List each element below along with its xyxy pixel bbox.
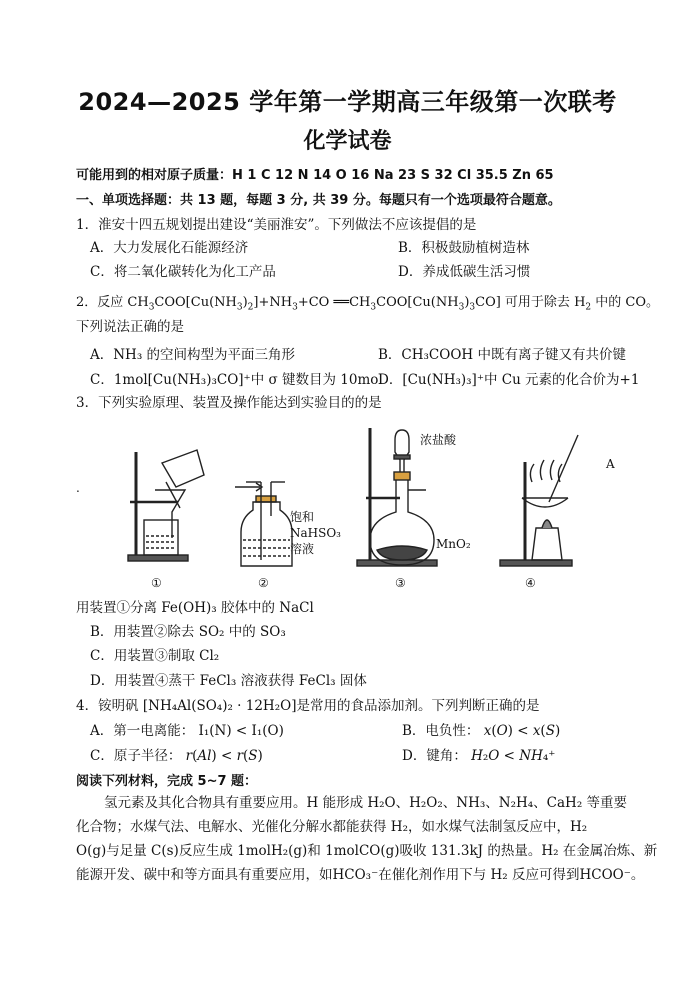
label-nahso3: NaHSO₃ [290, 526, 341, 540]
steam-icon [530, 464, 534, 482]
q1-option-b: B．积极鼓励植树造林 [398, 240, 530, 256]
label-conc-hcl: 浓盐酸 [420, 433, 457, 447]
pouring-beaker [162, 450, 204, 487]
q4-option-a: A．第一电离能： I₁(N) < I₁(O) [90, 723, 284, 739]
stray-dot: . [76, 481, 80, 495]
bottle-stopper [256, 496, 276, 502]
apparatus-figure [70, 420, 630, 595]
reading-line-4: 能源开发、碳中和等方面具有重要应用，如HCO₃⁻在催化剂作用下与 H₂ 反应可得到HCOO⁻。 [76, 867, 645, 883]
reading-line-3: O(g)与足量 C(s)反应生成 1molH₂(g)和 1molCO(g)吸收 131.3kJ 的热量。H₂ 在金属冶炼、新 [76, 843, 658, 859]
reading-heading: 阅读下列材料，完成 5~7 题： [76, 774, 258, 789]
q2-stem-2: 下列说法正确的是 [76, 319, 184, 335]
alcohol-lamp [532, 528, 562, 560]
q3-option-b: B．用装置②除去 SO₂ 中的 SO₃ [90, 624, 286, 640]
section-heading: 一、单项选择题：共 13 题，每题 3 分, 共 39 分。每题只有一个选项最符合题意。 [76, 193, 561, 208]
apparatus-label-4: ④ [525, 576, 536, 590]
q2-stem: 2．反应 $CH_3COO[Cu(NH_3)_2]+NH_3+CO$ $══CH_3COO[Cu(NH_3)_3CO]$ 可用于除去 $H_2$ 中的 CO。 [76, 295, 660, 313]
reading-line-1: 氢元素及其化合物具有重要应用。H 能形成 H₂O、H₂O₂、NH₃、N₂H₄、CaH₂ 等重要 [104, 795, 628, 811]
q4-stem: 4．铵明矾 [NH₄Al(SO₄)₂ · 12H₂O]是常用的食品添加剂。下列判断正确的是 [76, 698, 540, 714]
q2-option-b: B．CH₃COOH 中既有离子键又有共价键 [378, 347, 626, 363]
evaporating-dish [522, 498, 568, 507]
apparatus-label-2: ② [258, 576, 269, 590]
q1-option-c: C．将二氧化碳转化为化工产品 [90, 264, 276, 280]
q3-option-c: C．用装置③制取 Cl₂ [90, 648, 220, 664]
apparatus-label-1: ① [151, 576, 162, 590]
beaker-1 [144, 520, 178, 555]
label-solution: 溶液 [290, 542, 315, 556]
q4-option-b: B．电负性： 𝑥(𝑂) < 𝑥(𝑆) [402, 723, 561, 739]
reading-line-2: 化合物；水煤气法、电解水、光催化分解水都能获得 H₂，如水煤气法制氢反应中，H₂ [76, 819, 588, 835]
flask-stopper [394, 472, 410, 480]
stand-base-1 [128, 555, 188, 561]
q3-stem: 3．下列实验原理、装置及操作能达到实验目的的是 [76, 395, 382, 411]
q2-option-a: A．NH₃ 的空间构型为平面三角形 [90, 347, 296, 363]
q1-option-d: D．养成低碳生活习惯 [398, 264, 531, 280]
q2-option-d: D．[Cu(NH₃)₃]⁺中 Cu 元素的化合价为+1 [378, 372, 640, 388]
q4-option-c: C．原子半径： 𝑟(𝐴𝑙) < 𝑟(𝑆) [90, 748, 263, 764]
apparatus-label-3: ③ [395, 576, 406, 590]
option-a-marker: A [606, 457, 615, 471]
label-mno2: MnO₂ [436, 537, 471, 551]
q3-option-a: 用装置①分离 Fe(OH)₃ 胶体中的 NaCl [76, 600, 314, 616]
funnel-icon [155, 490, 185, 538]
q1-stem: 1．淮安十四五规划提出建设“美丽淮安”。下列做法不应该提倡的是 [76, 217, 477, 233]
atomic-masses: 可能用到的相对原子质量：H 1 C 12 N 14 O 16 Na 23 S 32 Cl 35.5 Zn 65 [76, 168, 554, 183]
label-saturated: 饱和 [290, 510, 315, 524]
q2-option-c: C．1mol[Cu(NH₃)₃CO]⁺中 σ 键数目为 10mol [90, 372, 383, 388]
q1-option-a: A．大力发展化石能源经济 [90, 240, 249, 256]
exam-subtitle: 化学试卷 [303, 129, 392, 154]
exam-title: 2024—2025 学年第一学期高三年级第一次联考 [78, 88, 617, 116]
stir-rod [549, 435, 578, 502]
q4-option-d: D．键角： 𝐻₂𝑂 < 𝑁𝐻₄⁺ [402, 748, 556, 764]
q3-option-d: D．用装置④蒸干 FeCl₃ 溶液获得 FeCl₃ 固体 [90, 673, 367, 689]
